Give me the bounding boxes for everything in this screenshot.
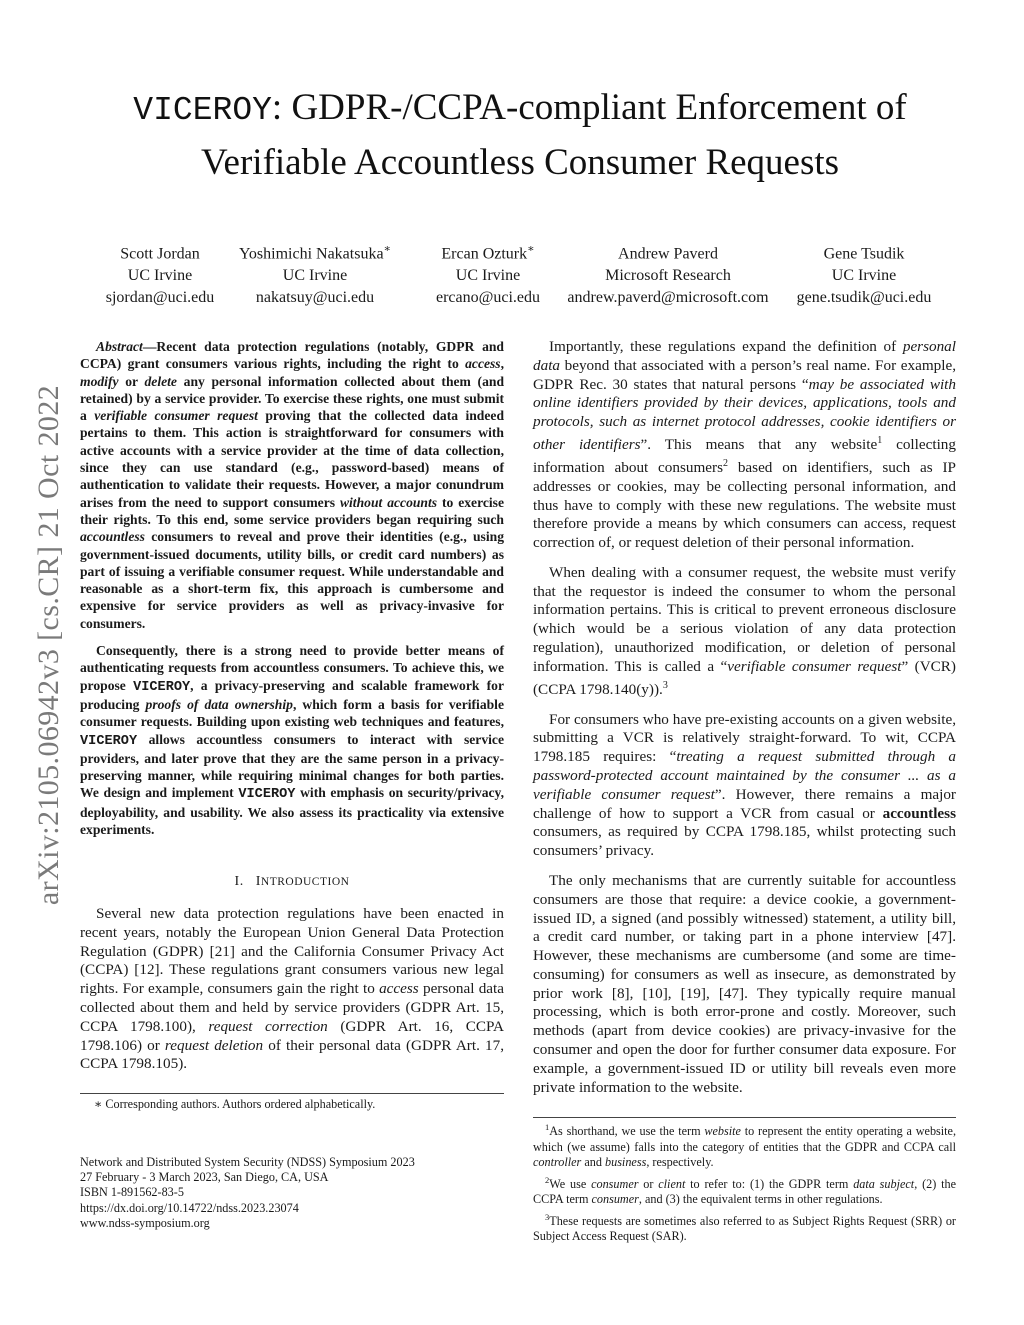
footnote-text: We use (549, 1176, 592, 1191)
footnote-text: and (581, 1155, 605, 1170)
body-paragraph (533, 711, 956, 861)
footnote-mark: ∗ (94, 1097, 103, 1111)
emphasis-access: access (465, 356, 501, 372)
paper-title (80, 82, 960, 189)
author-name: Gene Tsudik (823, 245, 905, 263)
author-name: Scott Jordan (120, 245, 200, 263)
body-paragraph (533, 564, 956, 700)
body-text: ”. However, there remains a major challenge of how to support a VCR from casual or (533, 785, 956, 822)
body-text: For consumers who have pre-existing accounts on a given website, submitting a VCR is relatively straight-forward. To wit, CCPA 1798.185 requires: “ (533, 710, 956, 766)
venue-info (80, 1155, 415, 1231)
author-email[interactable]: nakatsuy@uci.edu (255, 289, 375, 307)
author-affiliation: UC Irvine (831, 267, 897, 285)
abstract-text: allows accountless consumers to interact with service providers, and later prove that they are the same person in a privacy-preserving manner, while requiring minimal changes for both parties. We design and implement (80, 731, 504, 801)
abstract-label: Abstract (96, 339, 143, 354)
venue-website-link[interactable]: www.ndss-symposium.org (80, 1215, 210, 1230)
body-text: ” (VCR) (CCPA 1798.140(y)). (533, 657, 956, 698)
abstract-text: , which form a basis for verifiable consumer requests. Building upon existing web techniques and features, (80, 696, 504, 730)
system-name: VICEROY (133, 679, 191, 695)
body-text: consumers, as required by CCPA 1798.185, whilst protecting such consumers’ privacy. (533, 823, 956, 860)
footnote-mark: 2 (545, 1174, 550, 1185)
body-text: based on identifiers, such as IP addresses or cookies, may be collecting personal information, and thus have to comply with these new regulations. The website must therefore provide a means by which consumers can access, request correction of, or request deletion of their personal information. (533, 458, 956, 552)
abstract-text: —Recent data protection regulations (notably, GDPR and CCPA) grant consumers various rights, including the right to (80, 339, 504, 372)
body-paragraph (533, 338, 956, 553)
emphasis-proofs: proofs of data ownership (145, 696, 293, 712)
footnote-1 (533, 1120, 956, 1171)
footnote-rule (533, 1117, 956, 1118)
author-affiliation: UC Irvine (455, 267, 521, 285)
section-number: I. (234, 874, 244, 889)
author-email[interactable]: sjordan@uci.edu (105, 289, 215, 307)
abstract-text: to exercise their rights. To this end, some service providers began requiring such (80, 494, 505, 527)
footnote-mark: 1 (545, 1122, 550, 1132)
body-text: personal data collected about them and held by service providers (GDPR Art. 15, CCPA 1798.100), (80, 980, 504, 1035)
emphasis-consumer: consumer (591, 1176, 639, 1191)
author-affiliation: Microsoft Research (605, 267, 731, 285)
emphasis-vcr: verifiable consumer request (94, 408, 258, 424)
title-line-1-rest: : GDPR-/CCPA-compliant Enforcement of (271, 87, 907, 128)
emphasis-client: client (658, 1176, 686, 1191)
footnote-text: to represent the entity operating a website, which (we assume) falls into the category of entities that the GDPR and CCPA call (533, 1124, 957, 1154)
author-block (749, 238, 979, 309)
abstract-text: , (500, 356, 504, 372)
abstract-text: consumers to reveal and prove their identities (e.g., using government-issued documents, utility bills, or credit card numbers) as part of issuing a verifiable consumer request. While understandable and reasonable as a short-term fix, this approach is cumbersome and expensive for service providers as well as privacy-invasive for consumers. (80, 529, 504, 631)
author-name: Ercan Ozturk (441, 245, 528, 263)
section-title-initial: I (255, 874, 261, 889)
footnote-ref[interactable]: 3 (662, 679, 668, 691)
body-paragraph: The only mechanisms that are currently suitable for accountless consumers are those that require: a device cookie, a government-issued ID, a signed (and possibly witnessed) statement, a utility bill, a credit card number, or taking part in a phone interview [47]. However, these mechanisms are cumbersome (and some are time-consuming) for consumers as well as insecure, as demonstrated by prior work [8], [10], [19], [47]. They typically require manual processing, which is both error-prone and costly. Moreover, such methods (apart from device cookies) are privacy-invasive for the consumer and open the door for further consumer data exposure. For example, a government-issued ID or utility bill reveals even more private information to the website. (533, 871, 956, 1096)
emphasis-controller: controller (533, 1155, 582, 1170)
section-title-rest: NTRODUCTION (260, 876, 350, 888)
footnote-text: , (2) the CCPA term (533, 1176, 956, 1207)
author-affiliation: UC Irvine (282, 267, 348, 285)
body-text: ”. This means that any website (640, 436, 878, 454)
abstract-text: , a privacy-preserving and scalable framework for producing (80, 677, 504, 712)
footnote-text: Corresponding authors. Authors ordered alphabetically. (102, 1097, 376, 1111)
body-text: of their personal data (GDPR Art. 17, CCPA 1798.105). (80, 1036, 504, 1073)
footnote-text: As shorthand, we use the term (549, 1124, 705, 1139)
footnote-3 (533, 1210, 956, 1245)
emphasis-accountless: accountless (80, 529, 145, 545)
footnote-text: to refer to: (1) the GDPR term (685, 1176, 854, 1191)
footnotes (533, 1120, 956, 1245)
corresponding-mark: ∗ (527, 243, 535, 255)
emphasis-delete: delete (144, 373, 177, 389)
emphasis-accountless: accountless (882, 804, 956, 822)
system-name: VICEROY (238, 787, 296, 803)
introduction-paragraph-1 (80, 905, 504, 1074)
emphasis-website: website (704, 1124, 741, 1139)
body-text: beyond that associated with a person’s real name. For example, GDPR Rec. 30 states that natural persons “ (533, 356, 956, 393)
section-heading-introduction (80, 874, 504, 890)
emphasis-access: access (379, 980, 419, 998)
footnote-corresponding-authors (94, 1097, 504, 1113)
footnote-ref[interactable]: 1 (877, 434, 883, 446)
author-email[interactable]: andrew.paverd@microsoft.com (567, 289, 769, 307)
title-line-1 (80, 82, 960, 137)
body-text: collecting information about consumers (533, 436, 956, 476)
author-email[interactable]: ercano@uci.edu (435, 289, 540, 307)
body-text: Importantly, these regulations expand the definition of (549, 338, 903, 355)
emphasis-modify: modify (80, 373, 119, 389)
abstract-text: Consequently, there is a strong need to provide better means of authenticating requests from accountless consumers. To achieve this, we propose (80, 643, 504, 693)
emphasis-request-correction: request correction (208, 1017, 328, 1035)
body-text: Several new data protection regulations have been enacted in recent years, notably the European Union General Data Protection Regulation (GDPR) [21] and the California Consumer Privacy Act (CCPA) [12]. These regulations grant consumers various new legal rights. For example, consumers gain the right to (80, 905, 504, 998)
footnote-text: or (638, 1176, 659, 1191)
abstract-text: or (118, 373, 145, 389)
body-text: When dealing with a consumer request, the website must verify that the requestor is indeed the consumer to whom the personal information pertains. This is critical to prevent erroneous disclosure (which would be a serious violation of any data protection regulation), unauthorized modification, or deletion of personal information. This is called a “ (533, 563, 956, 675)
emphasis-personal-data: personal data (533, 338, 956, 374)
abstract-text: any personal information collected about them (and retained) by a service provider. To exercise these rights, one must submit a (80, 373, 504, 424)
system-name: VICEROY (80, 733, 138, 749)
title-line-2: Verifiable Accountless Consumer Requests (200, 142, 840, 183)
abstract-text: with emphasis on security/privacy, deployability, and usability. We also assess its practicality via extensive experiments. (80, 785, 504, 838)
author-email[interactable]: gene.tsudik@uci.edu (796, 289, 932, 307)
emphasis-request-deletion: request deletion (164, 1036, 264, 1054)
corresponding-mark: ∗ (383, 243, 392, 255)
author-name: Andrew Paverd (618, 245, 718, 263)
footnote-text: , respectively. (646, 1155, 714, 1170)
author-affiliation: UC Irvine (127, 267, 193, 285)
venue-line: ISBN 1-891562-83-5 (80, 1185, 184, 1200)
quoted-regulation-text: may be associated with online identifiers provided by their devices, applications, tools and protocols, such as internet protocol addresses, cookie identifiers or other identifiers (533, 375, 956, 454)
abstract-paragraph-2 (80, 642, 504, 838)
arxiv-identifier-stamp: arXiv:2105.06942v3 [cs.CR] 21 Oct 2022 (32, 384, 65, 906)
abstract-text: proving that the collected data indeed pertains to them. This action is straightforward for consumers with active accounts with a service provider at the time of data collection, since they can use standard (e.g., password-based) means of authentication to validate their requests. However, a major conundrum arises from the need to support consumers (80, 408, 504, 510)
body-text: (GDPR Art. 16, CCPA 1798.106) or (80, 1017, 504, 1054)
footnote-rule (80, 1093, 504, 1094)
footnote-text: , and (3) the equivalent terms in other regulations. (638, 1192, 883, 1207)
abstract (80, 338, 504, 848)
quoted-regulation-text: treating a request submitted through a password-protected account maintained by the consumer ... as a verifiable consumer request (533, 748, 956, 803)
emphasis-vcr: verifiable consumer request (727, 657, 902, 675)
title-system-name: VICEROY (133, 92, 272, 129)
emphasis-without-accounts: without accounts (339, 494, 438, 510)
venue-line: 27 February - 3 March 2023, San Diego, CA, USA (80, 1170, 329, 1185)
doi-link[interactable]: https://dx.doi.org/10.14722/ndss.2023.23074 (80, 1200, 299, 1215)
introduction-body (80, 905, 504, 1074)
footnote-2 (533, 1173, 956, 1208)
footnote-ref[interactable]: 2 (723, 457, 729, 469)
venue-line: Network and Distributed System Security (NDSS) Symposium 2023 (80, 1155, 415, 1169)
author-name: Yoshimichi Nakatsuka (238, 245, 384, 263)
emphasis-consumer: consumer (591, 1192, 639, 1207)
right-column-body (533, 338, 956, 1108)
abstract-paragraph-1 (80, 338, 504, 632)
emphasis-data-subject: data subject (853, 1176, 915, 1191)
footnote-mark: 3 (545, 1211, 550, 1222)
footnote-text: These requests are sometimes also referred to as Subject Rights Request (SRR) or Subject Access Request (SAR). (533, 1213, 956, 1244)
emphasis-business: business (605, 1155, 647, 1170)
